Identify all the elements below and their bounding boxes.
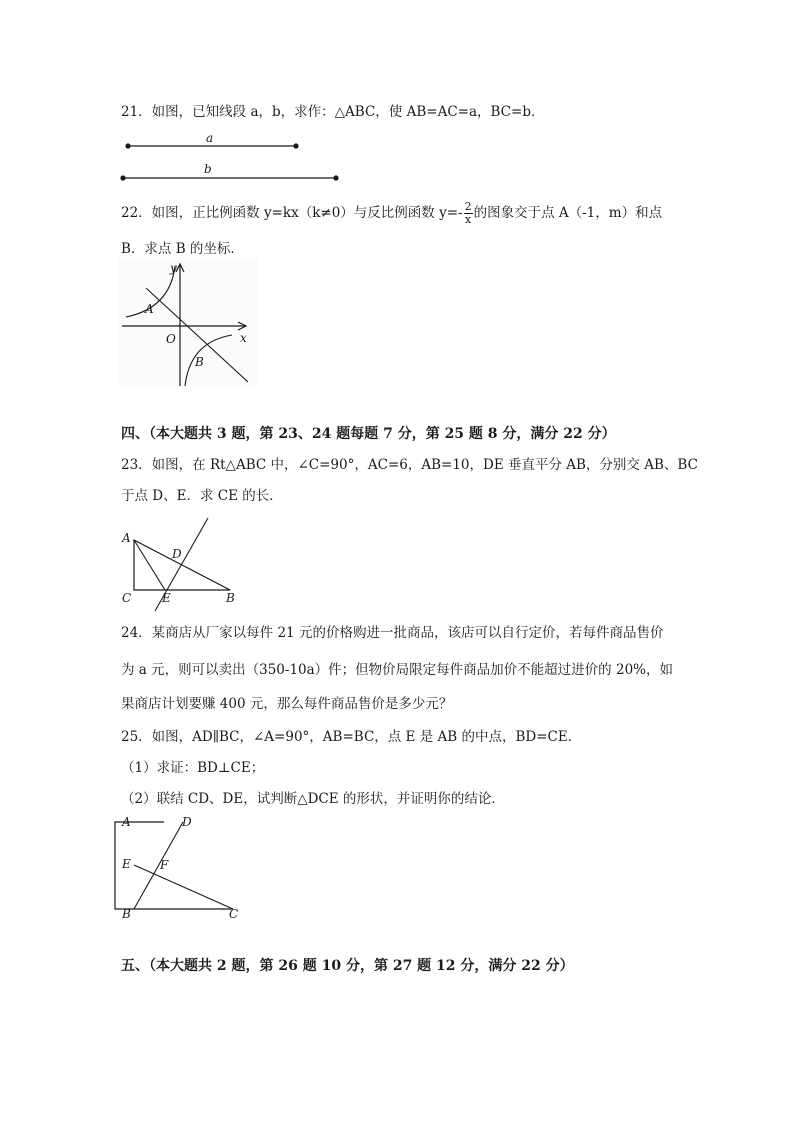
point-e-label: E (122, 857, 131, 871)
y-axis-label: y (170, 261, 177, 275)
vertex-a-label: A (122, 531, 131, 545)
question-25-part1: （1）求证：BD⊥CE； (121, 760, 265, 776)
triangle-abc (134, 540, 230, 590)
fraction-denominator: x (464, 213, 472, 226)
q23-triangle-figure (118, 514, 243, 614)
segment-a-end-point (293, 143, 298, 148)
point-b-label: B (195, 355, 204, 369)
point-d-label: D (172, 547, 182, 561)
fraction-2-over-x (464, 201, 473, 226)
question-24-line1: 24．某商店从厂家以每件 21 元的价格购进一批商品，该店可以自行定价，若每件商品售价 (121, 625, 664, 641)
vertex-c-label: C (229, 907, 239, 921)
vertex-d-label: D (182, 815, 192, 829)
segment-b-start-point (120, 175, 125, 180)
segment-bd (134, 822, 183, 909)
segment-a-label: a (206, 131, 214, 145)
point-e-label: E (162, 591, 171, 605)
question-22-text-after: 的图象交于点 A（-1，m）和点 (473, 205, 663, 221)
x-axis-label: x (240, 331, 247, 345)
question-25-part2: （2）联结 CD、DE，试判断△DCE 的形状，并证明你的结论． (121, 791, 505, 807)
vertex-b-label: B (226, 591, 235, 605)
question-22-line2: B．求点 B 的坐标． (121, 241, 244, 257)
question-23-line2: 于点 D、E．求 CE 的长． (121, 488, 283, 504)
question-22-text-before: 22．如图，正比例函数 y=kx（k≠0）与反比例函数 y=- (121, 205, 463, 221)
question-22-line1 (121, 201, 662, 226)
section-4-heading: 四、（本大题共 3 题，第 23、24 题每题 7 分，第 25 题 8 分，满分 22 分） (121, 426, 616, 442)
question-21-text: 21．如图，已知线段 a，b，求作：△ABC，使 AB=AC=a，BC=b． (121, 104, 545, 120)
vertex-c-label: C (122, 591, 132, 605)
segment-a-start-point (125, 143, 130, 148)
point-a-label: A (145, 302, 154, 316)
trapezoid-outline (115, 822, 233, 909)
segment-ce (134, 865, 233, 909)
segment-b-label: b (204, 162, 212, 176)
question-23-line1: 23．如图，在 Rt△ABC 中，∠C=90°，AC=6，AB=10，DE 垂直平分 AB，分别交 AB、BC (121, 457, 698, 473)
section-5-heading: 五、（本大题共 2 题，第 26 题 10 分，第 27 题 12 分，满分 22 分） (121, 958, 574, 974)
question-24-line2: 为 a 元，则可以卖出（350-10a）件；但物价局限定每件商品加价不能超过进价的 20%，如 (121, 662, 673, 678)
origin-label: O (166, 332, 176, 346)
graph-background (118, 258, 258, 388)
point-f-label: F (160, 858, 169, 872)
segment-b-end-point (333, 175, 338, 180)
q22-function-graph (118, 258, 258, 388)
question-25-line1: 25．如图，AD∥BC，∠A=90°，AB=BC，点 E 是 AB 的中点，BD=CE． (121, 729, 582, 745)
vertex-a-label: A (122, 815, 131, 829)
fraction-numerator: 2 (464, 200, 472, 213)
question-24-line3: 果商店计划要赚 400 元，那么每件商品售价是多少元？ (121, 696, 453, 712)
q25-trapezoid-figure (118, 812, 243, 920)
vertex-b-label: B (122, 907, 131, 921)
q21-segments-figure (118, 128, 343, 186)
